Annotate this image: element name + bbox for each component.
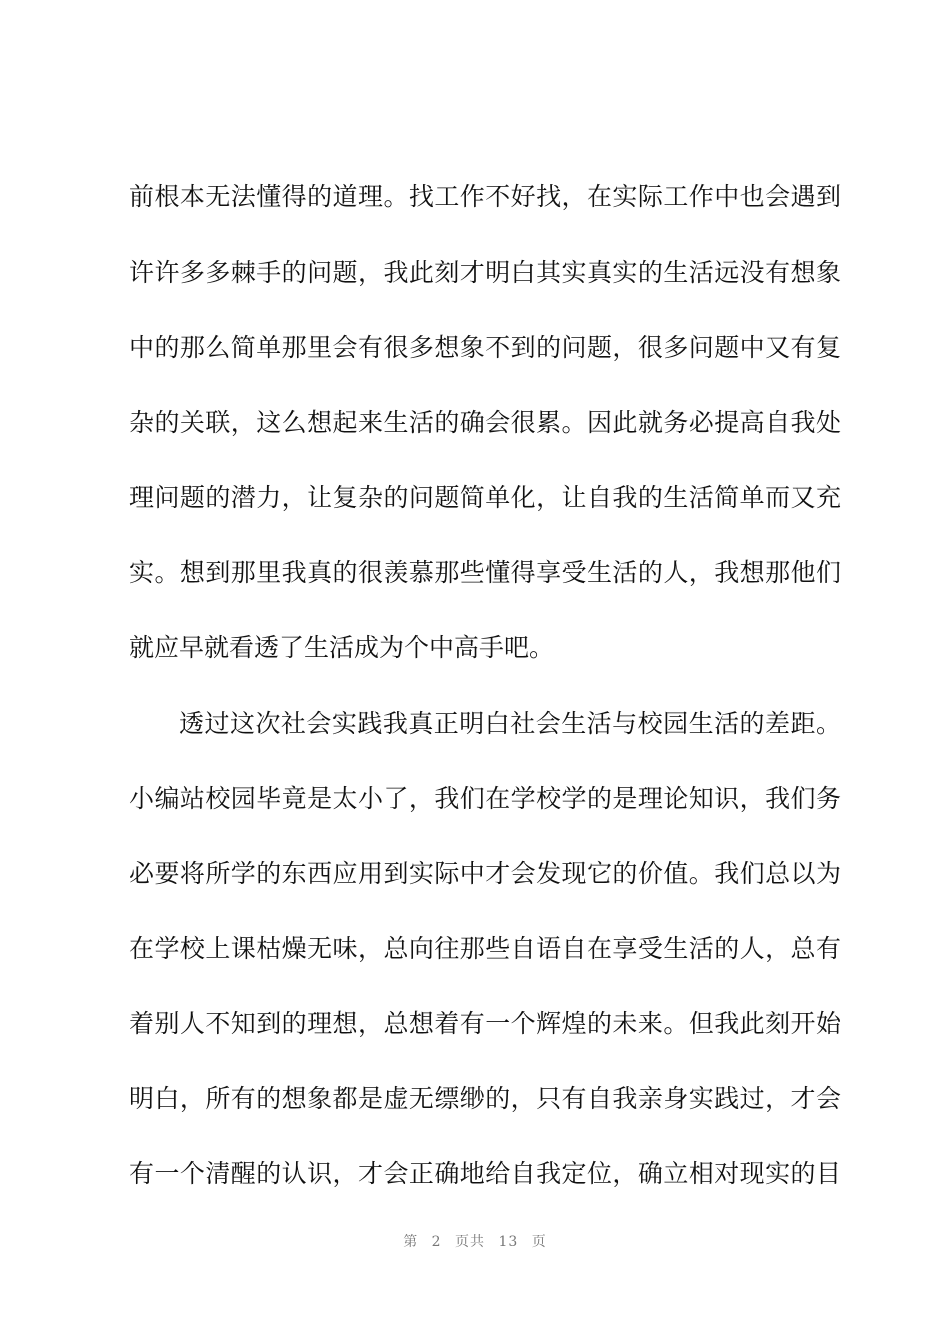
paragraph-line: 有一个清醒的认识，才会正确地给自我定位，确立相对现实的目: [129, 1159, 841, 1188]
paragraph-line: 小编站校园毕竟是太小了，我们在学校学的是理论知识，我们务: [129, 784, 841, 813]
paragraph-line: 着别人不知到的理想，总想着有一个辉煌的未来。但我此刻开始: [129, 1009, 841, 1038]
paragraph-line: 在学校上课枯燥无味，总向往那些自语自在享受生活的人，总有: [129, 934, 841, 963]
footer-label-di: 第: [403, 1234, 419, 1250]
paragraph-line: 明白，所有的想象都是虚无缥缈的，只有自我亲身实践过，才会: [129, 1084, 841, 1113]
page-footer: [0, 1231, 950, 1251]
footer-current-page: 2: [431, 1234, 442, 1250]
paragraph-line: 透过这次社会实践我真正明白社会生活与校园生活的差距。: [179, 709, 841, 738]
paragraph-line: 实。想到那里我真的很羡慕那些懂得享受生活的人，我想那他们: [129, 558, 841, 587]
paragraph-line: 必要将所学的东西应用到实际中才会发现它的价值。我们总以为: [129, 859, 841, 888]
footer-label-ye-gong: 页共: [455, 1234, 486, 1250]
paragraph-line: 中的那么简单那里会有很多想象不到的问题，很多问题中又有复: [129, 333, 841, 362]
paragraph-line: 前根本无法懂得的道理。找工作不好找，在实际工作中也会遇到: [129, 182, 841, 211]
footer-label-ye: 页: [531, 1234, 547, 1250]
paragraph-line: 杂的关联，这么想起来生活的确会很累。因此就务必提高自我处: [129, 408, 841, 437]
paragraph-line: 理问题的潜力，让复杂的问题简单化，让自我的生活简单而又充: [129, 483, 841, 512]
footer-total-pages: 13: [498, 1234, 519, 1250]
paragraph-line: 就应早就看透了生活成为个中高手吧。: [129, 633, 555, 662]
paragraph-line: 许许多多棘手的问题，我此刻才明白其实真实的生活远没有想象: [129, 258, 841, 287]
